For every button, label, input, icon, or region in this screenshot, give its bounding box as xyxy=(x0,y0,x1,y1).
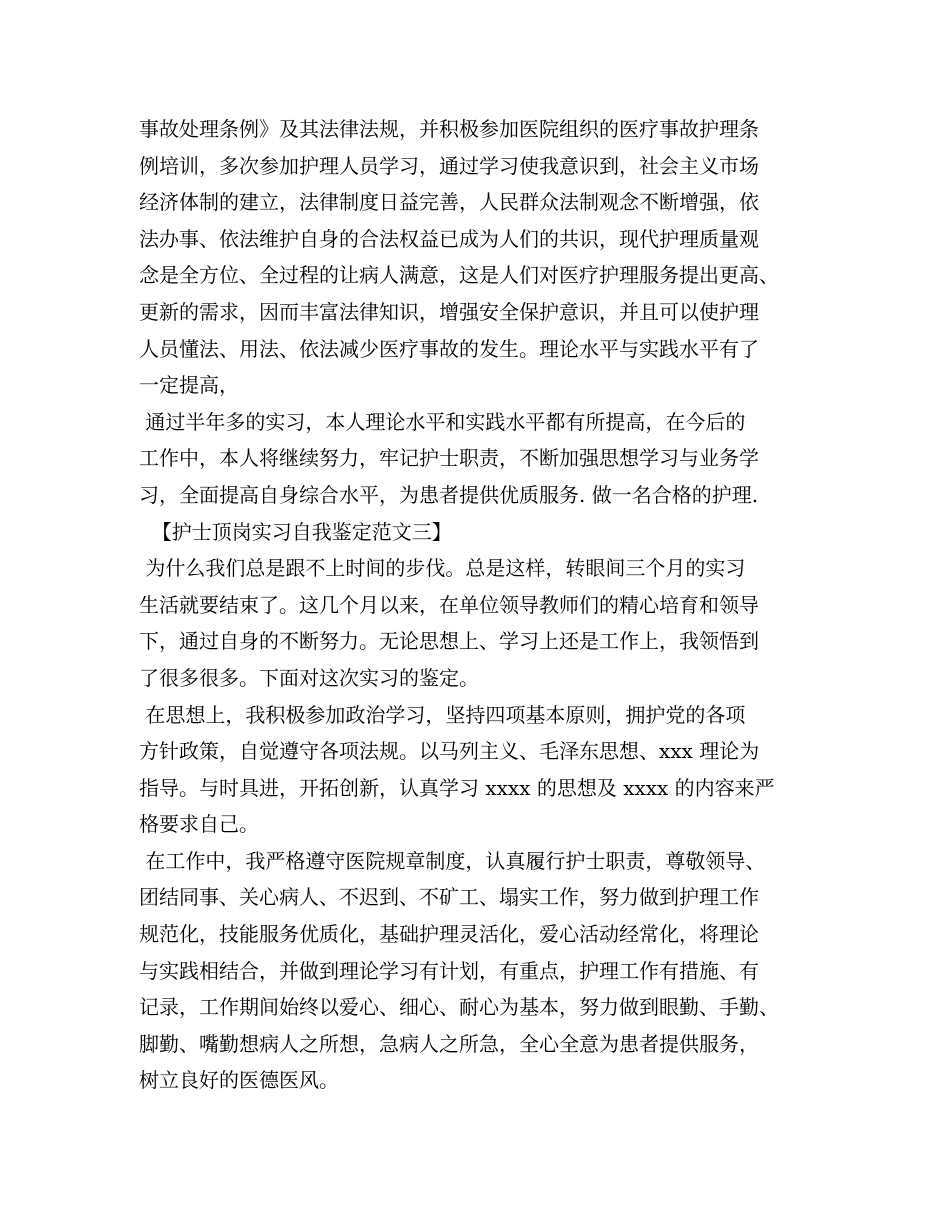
text-line: 为什么我们总是跟不上时间的步伐。总是这样，转眼间三个月的实习 xyxy=(139,556,746,581)
text-line: 事故处理条例》及其法律法规，并积极参加医院组织的医疗事故护理条 xyxy=(139,117,759,141)
text-line: 与实践相结合，并做到理论学习有计划，有重点，护理工作有措施、有 xyxy=(139,958,759,983)
text-line: 格要求自己。 xyxy=(139,812,259,837)
text-line: 脚勤、嘴勤想病人之所想，急病人之所急，全心全意为患者提供服务， xyxy=(139,1031,759,1056)
text-line: 了很多很多。下面对这次实习的鉴定。 xyxy=(139,665,479,690)
text-line: 工作中，本人将继续努力，牢记护士职责，不断加强思想学习与业务学 xyxy=(139,446,759,471)
text-line: 习，全面提高自身综合水平，为患者提供优质服务. 做一名合格的护理. xyxy=(139,482,759,507)
text-line: 一定提高， xyxy=(139,373,239,398)
document-body xyxy=(139,111,829,1099)
text-line: 方针政策，自觉遵守各项法规。以马列主义、毛泽东思想、xxx 理论为 xyxy=(139,739,760,764)
section-heading: 【护士顶岗实习自我鉴定范文三】 xyxy=(139,519,452,544)
text-line: 更新的需求，因而丰富法律知识，增强安全保护意识，并且可以使护理 xyxy=(139,299,759,324)
text-line: 下，通过自身的不断努力。无论思想上、学习上还是工作上，我领悟到 xyxy=(139,629,759,654)
text-line: 经济体制的建立，法律制度日益完善，人民群众法制观念不断增强，依 xyxy=(139,190,759,215)
text-line: 生活就要结束了。这几个月以来，在单位领导教师们的精心培育和领导 xyxy=(139,592,759,617)
text-line: 指导。与时具进，开拓创新，认真学习 xxxx 的思想及 xxxx 的内容来严 xyxy=(139,775,775,800)
text-line: 人员懂法、用法、依法减少医疗事故的发生。理论水平与实践水平有了 xyxy=(139,336,759,361)
text-line: 在思想上，我积极参加政治学习，坚持四项基本原则，拥护党的各项 xyxy=(139,702,746,727)
text-line: 树立良好的医德医风。 xyxy=(139,1068,339,1093)
text-line: 法办事、依法维护自身的合法权益已成为人们的共识，现代护理质量观 xyxy=(139,226,759,251)
text-line: 在工作中，我严格遵守医院规章制度，认真履行护士职责，尊敬领导、 xyxy=(139,848,766,873)
text-line: 念是全方位、全过程的让病人满意，这是人们对医疗护理服务提出更高、 xyxy=(139,263,779,288)
text-line: 记录，工作期间始终以爱心、细心、耐心为基本，努力做到眼勤、手勤、 xyxy=(139,995,779,1020)
text-line: 通过半年多的实习，本人理论水平和实践水平都有所提高，在今后的 xyxy=(139,409,746,434)
text-line: 团结同事、关心病人、不迟到、不矿工、塌实工作，努力做到护理工作 xyxy=(139,885,759,910)
text-line: 例培训，多次参加护理人员学习，通过学习使我意识到，社会主义市场 xyxy=(139,153,759,178)
text-line: 规范化，技能服务优质化，基础护理灵活化，爱心活动经常化，将理论 xyxy=(139,922,759,947)
